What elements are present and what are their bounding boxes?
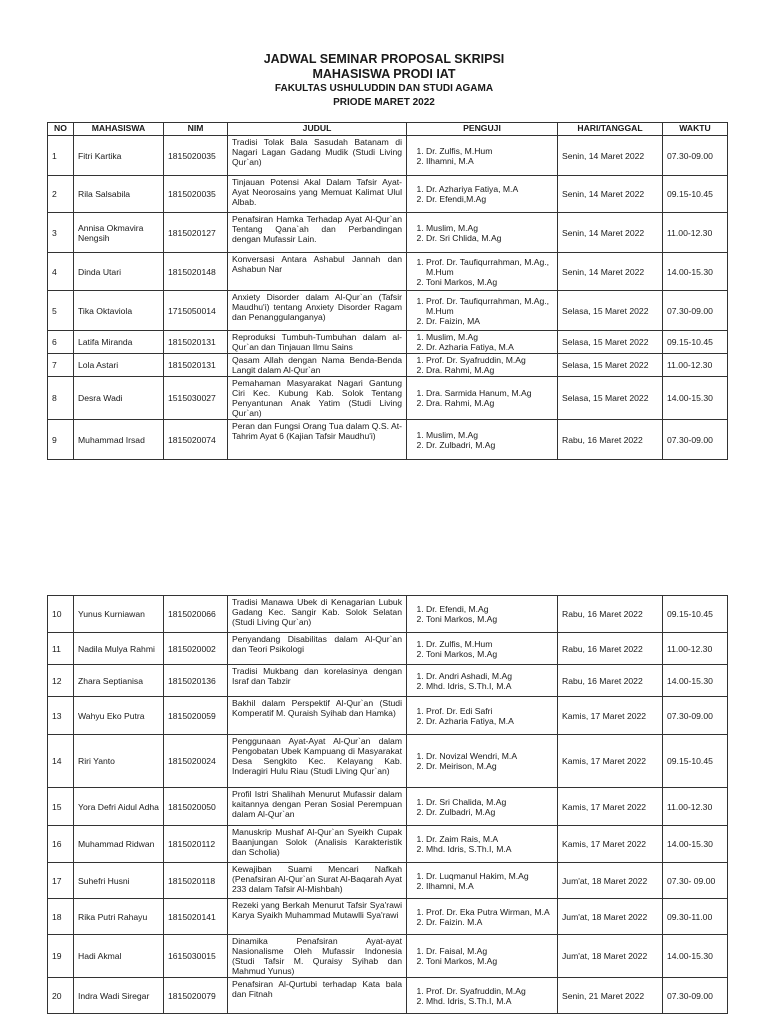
- cell-penguji: [407, 788, 558, 826]
- penguji-item: 2. Dr. Efendi,M.Ag: [426, 194, 553, 204]
- penguji-item: 2. Dr. Faizin. M.A: [426, 917, 553, 927]
- cell-waktu: 14.00-15.30: [663, 826, 728, 863]
- cell-no: 17: [48, 863, 74, 899]
- penguji-item: 1. Dr. Sri Chalida, M.Ag: [426, 797, 553, 807]
- penguji-item: 1. Prof. Dr. Edi Safri: [426, 706, 553, 716]
- cell-mahasiswa: Muhammad Ridwan: [74, 826, 164, 863]
- table-row: [48, 377, 728, 420]
- cell-nim: 1615030015: [164, 935, 228, 978]
- cell-tanggal: Selasa, 15 Maret 2022: [558, 291, 663, 331]
- table-row: [48, 978, 728, 1014]
- cell-waktu: 14.00-15.30: [663, 935, 728, 978]
- cell-nim: 1815020074: [164, 420, 228, 460]
- penguji-item: 1. Dr. Andri Ashadi, M.Ag: [426, 671, 553, 681]
- cell-mahasiswa: Desra Wadi: [74, 377, 164, 420]
- cell-mahasiswa: Latifa Miranda: [74, 331, 164, 354]
- cell-mahasiswa: Zhara Septianisa: [74, 665, 164, 697]
- cell-nim: 1815020131: [164, 331, 228, 354]
- cell-penguji: [407, 697, 558, 735]
- cell-no: 12: [48, 665, 74, 697]
- cell-judul: Penggunaan Ayat-Ayat Al-Qur`an dalam Pengobatan Ubek Kampuang di Masyarakat Desa Sengkito Kec. Kelayang Kab. Inderagiri Hulu Riau (Studi Living Qur`an): [228, 735, 407, 788]
- cell-no: 13: [48, 697, 74, 735]
- cell-penguji: [407, 420, 558, 460]
- cell-tanggal: Senin, 14 Maret 2022: [558, 213, 663, 253]
- cell-penguji: [407, 136, 558, 176]
- cell-judul: Dinamika Penafsiran Ayat-ayat Nasionalisme Oleh Mufassir Indonesia (Studi Tafsir M. Quraisy Syihab dan Mahmud Yunus): [228, 935, 407, 978]
- table-row: [48, 176, 728, 213]
- cell-nim: 1815020002: [164, 633, 228, 665]
- cell-penguji: [407, 291, 558, 331]
- cell-judul: Penyandang Disabilitas dalam Al-Qur`an dan Teori Psikologi: [228, 633, 407, 665]
- cell-no: 2: [48, 176, 74, 213]
- cell-tanggal: Kamis, 17 Maret 2022: [558, 788, 663, 826]
- cell-mahasiswa: Fitri Kartika: [74, 136, 164, 176]
- cell-nim: 1815020050: [164, 788, 228, 826]
- cell-nim: 1515030027: [164, 377, 228, 420]
- cell-judul: Anxiety Disorder dalam Al-Qur`an (Tafsir Maudhu'i) tentang Anxiety Disorder Ragam dan Penanggulanganya): [228, 291, 407, 331]
- cell-waktu: 07.30-09.00: [663, 978, 728, 1014]
- faculty-line: FAKULTAS USHULUDDIN DAN STUDI AGAMA: [274, 83, 494, 94]
- table-row: [48, 213, 728, 253]
- cell-judul: Kewajiban Suami Mencari Nafkah (Penafsiran Al-Qur`an Surat Al-Baqarah Ayat 233 dalam Tafsir Al-Mishbah): [228, 863, 407, 899]
- cell-penguji: [407, 826, 558, 863]
- cell-no: 7: [48, 354, 74, 377]
- cell-penguji: [407, 213, 558, 253]
- penguji-item: 1. Muslim, M.Ag: [426, 430, 553, 440]
- col-no: NO: [48, 123, 74, 136]
- cell-mahasiswa: Muhammad Irsad: [74, 420, 164, 460]
- cell-mahasiswa: Rika Putri Rahayu: [74, 899, 164, 935]
- table-row: [48, 826, 728, 863]
- penguji-item: 2. Mhd. Idris, S.Th.I, M.A: [426, 996, 553, 1006]
- cell-judul: Profil Istri Shalihah Menurut Mufassir dalam kaitannya dengan Peran Sosial Perempuan dalam Al-Qur`an: [228, 788, 407, 826]
- cell-nim: 1815020059: [164, 697, 228, 735]
- cell-nim: 1815020066: [164, 596, 228, 633]
- cell-no: 19: [48, 935, 74, 978]
- cell-mahasiswa: Nadila Mulya Rahmi: [74, 633, 164, 665]
- penguji-item: 1. Dr. Faisal, M.Ag: [426, 946, 553, 956]
- cell-no: 16: [48, 826, 74, 863]
- table-row: [48, 665, 728, 697]
- cell-penguji: [407, 978, 558, 1014]
- cell-penguji: [407, 331, 558, 354]
- cell-waktu: 11.00-12.30: [663, 633, 728, 665]
- cell-tanggal: Senin, 14 Maret 2022: [558, 253, 663, 291]
- cell-tanggal: Kamis, 17 Maret 2022: [558, 735, 663, 788]
- table-header-row: [48, 123, 728, 136]
- cell-tanggal: Jum'at, 18 Maret 2022: [558, 899, 663, 935]
- cell-penguji: [407, 935, 558, 978]
- cell-nim: 1815020141: [164, 899, 228, 935]
- table-row: [48, 420, 728, 460]
- cell-waktu: 11.00-12.30: [663, 354, 728, 377]
- penguji-item: 1. Prof. Dr. Syafruddin, M.Ag: [426, 355, 553, 365]
- schedule-table-2: [47, 595, 728, 1014]
- cell-tanggal: Senin, 21 Maret 2022: [558, 978, 663, 1014]
- cell-nim: 1815020079: [164, 978, 228, 1014]
- cell-judul: Manuskrip Mushaf Al-Qur`an Syeikh Cupak Baanjungan Solok (Analisis Karakteristik dan Scholia): [228, 826, 407, 863]
- table-row: [48, 291, 728, 331]
- penguji-item: 1. Prof. Dr. Taufiqurrahman, M.Ag., M.Hum: [426, 296, 553, 316]
- table-row: [48, 136, 728, 176]
- penguji-item: 2. Dra. Rahmi, M.Ag: [426, 398, 553, 408]
- cell-mahasiswa: Tika Oktaviola: [74, 291, 164, 331]
- col-penguji: PENGUJI: [407, 123, 558, 136]
- cell-no: 10: [48, 596, 74, 633]
- cell-penguji: [407, 863, 558, 899]
- cell-mahasiswa: Wahyu Eko Putra: [74, 697, 164, 735]
- cell-nim: 1815020118: [164, 863, 228, 899]
- cell-waktu: 07.30- 09.00: [663, 863, 728, 899]
- schedule-table-1: [47, 122, 728, 460]
- cell-no: 9: [48, 420, 74, 460]
- cell-mahasiswa: Rila Salsabila: [74, 176, 164, 213]
- cell-tanggal: Jum'at, 18 Maret 2022: [558, 863, 663, 899]
- penguji-item: 1. Prof. Dr. Syafruddin, M.Ag: [426, 986, 553, 996]
- cell-judul: Konversasi Antara Ashabul Jannah dan Ashabun Nar: [228, 253, 407, 291]
- cell-judul: Rezeki yang Berkah Menurut Tafsir Sya'rawi Karya Syaikh Muhammad Mutawlli Sya'rawi: [228, 899, 407, 935]
- penguji-item: 1. Dr. Zulfis, M.Hum: [426, 146, 553, 156]
- cell-penguji: [407, 354, 558, 377]
- table-row: [48, 354, 728, 377]
- cell-tanggal: Kamis, 17 Maret 2022: [558, 697, 663, 735]
- cell-mahasiswa: Hadi Akmal: [74, 935, 164, 978]
- cell-waktu: 14.00-15.30: [663, 253, 728, 291]
- penguji-item: 1. Prof. Dr. Taufiqurrahman, M.Ag., M.Hum: [426, 257, 553, 277]
- table-row: [48, 253, 728, 291]
- table-row: [48, 899, 728, 935]
- cell-waktu: 14.00-15.30: [663, 377, 728, 420]
- cell-nim: 1815020024: [164, 735, 228, 788]
- cell-no: 15: [48, 788, 74, 826]
- col-tanggal: HARI/TANGGAL: [558, 123, 663, 136]
- cell-no: 18: [48, 899, 74, 935]
- cell-tanggal: Rabu, 16 Maret 2022: [558, 420, 663, 460]
- penguji-item: 1. Dr. Azhariya Fatiya, M.A: [426, 184, 553, 194]
- cell-waktu: 11.00-12.30: [663, 788, 728, 826]
- cell-judul: Bakhil dalam Perspektif Al-Qur`an (Studi Komperatif M. Quraish Syihab dan Hamka): [228, 697, 407, 735]
- table-row: [48, 697, 728, 735]
- period-line: PRIODE MARET 2022: [333, 97, 435, 108]
- cell-no: 20: [48, 978, 74, 1014]
- table-row: [48, 596, 728, 633]
- cell-tanggal: Jum'at, 18 Maret 2022: [558, 935, 663, 978]
- cell-judul: Pemahaman Masyarakat Nagari Gantung Ciri Kec. Kubung Kab. Solok Tentang Penyantunan Anak Yatim (Studi Living Qur`an): [228, 377, 407, 420]
- cell-waktu: 09.15-10.45: [663, 735, 728, 788]
- cell-judul: Penafsiran Hamka Terhadap Ayat Al-Qur`an Tentang Qana`ah dan Perbandingan dengan Mufassir Lain.: [228, 213, 407, 253]
- cell-tanggal: Kamis, 17 Maret 2022: [558, 826, 663, 863]
- penguji-item: 1. Prof. Dr. Eka Putra Wirman, M.A: [426, 907, 553, 917]
- cell-nim: 1815020136: [164, 665, 228, 697]
- penguji-item: 2. Toni Markos, M.Ag: [426, 614, 553, 624]
- cell-mahasiswa: Lola Astari: [74, 354, 164, 377]
- penguji-item: 2. Dra. Rahmi, M.Ag: [426, 365, 553, 375]
- cell-nim: 1815020112: [164, 826, 228, 863]
- cell-tanggal: Rabu, 16 Maret 2022: [558, 665, 663, 697]
- cell-no: 14: [48, 735, 74, 788]
- cell-tanggal: Senin, 14 Maret 2022: [558, 176, 663, 213]
- cell-penguji: [407, 176, 558, 213]
- table-row: [48, 735, 728, 788]
- penguji-item: 2. Dr. Meirison, M.Ag: [426, 761, 553, 771]
- cell-judul: Qasam Allah dengan Nama Benda-Benda Langit dalam Al-Qur`an: [228, 354, 407, 377]
- cell-penguji: [407, 735, 558, 788]
- penguji-item: 1. Dr. Zulfis, M.Hum: [426, 639, 553, 649]
- cell-waktu: 07.30-09.00: [663, 420, 728, 460]
- penguji-item: 2. Dr. Azharia Fatiya, M.A: [426, 342, 553, 352]
- cell-nim: 1815020127: [164, 213, 228, 253]
- cell-penguji: [407, 633, 558, 665]
- penguji-item: 2. Toni Markos, M.Ag: [426, 649, 553, 659]
- cell-penguji: [407, 253, 558, 291]
- cell-waktu: 07.30-09.00: [663, 291, 728, 331]
- penguji-item: 2. Ilhamni, M.A: [426, 156, 553, 166]
- penguji-item: 2. Dr. Sri Chlida, M.Ag: [426, 233, 553, 243]
- cell-no: 11: [48, 633, 74, 665]
- cell-judul: Penafsiran Al-Qurtubi terhadap Kata bala dan Fitnah: [228, 978, 407, 1014]
- penguji-item: 2. Mhd. Idris, S.Th.I, M.A: [426, 681, 553, 691]
- penguji-item: 2. Dr. Zulbadri, M.Ag: [426, 440, 553, 450]
- cell-judul: Peran dan Fungsi Orang Tua dalam Q.S. At-Tahrim Ayat 6 (Kajian Tafsir Maudhu'i): [228, 420, 407, 460]
- penguji-item: 1. Dr. Novizal Wendri, M.A: [426, 751, 553, 761]
- cell-tanggal: Selasa, 15 Maret 2022: [558, 354, 663, 377]
- cell-judul: Tradisi Manawa Ubek di Kenagarian Lubuk Gadang Kec. Sangir Kab. Solok Selatan (Studi Living Qur`an): [228, 596, 407, 633]
- cell-waktu: 07.30-09.00: [663, 697, 728, 735]
- penguji-item: 1. Dr. Efendi, M.Ag: [426, 604, 553, 614]
- cell-mahasiswa: Yunus Kurniawan: [74, 596, 164, 633]
- cell-mahasiswa: Indra Wadi Siregar: [74, 978, 164, 1014]
- cell-no: 8: [48, 377, 74, 420]
- cell-penguji: [407, 899, 558, 935]
- cell-tanggal: Senin, 14 Maret 2022: [558, 136, 663, 176]
- cell-judul: Reproduksi Tumbuh-Tumbuhan dalam al-Qur`an dan Tinjauan Ilmu Sains: [228, 331, 407, 354]
- penguji-item: 1. Muslim, M.Ag: [426, 332, 553, 342]
- col-waktu: WAKTU: [663, 123, 728, 136]
- penguji-item: 2. Dr. Azharia Fatiya, M.A: [426, 716, 553, 726]
- cell-nim: 1715050014: [164, 291, 228, 331]
- penguji-item: 2. Dr. Zulbadri, M.Ag: [426, 807, 553, 817]
- cell-penguji: [407, 596, 558, 633]
- table-row: [48, 331, 728, 354]
- cell-nim: 1815020131: [164, 354, 228, 377]
- penguji-item: 2. Ilhamni, M.A: [426, 881, 553, 891]
- cell-penguji: [407, 377, 558, 420]
- table-row: [48, 935, 728, 978]
- cell-judul: Tradisi Mukbang dan korelasinya dengan Israf dan Tabzir: [228, 665, 407, 697]
- cell-no: 4: [48, 253, 74, 291]
- cell-tanggal: Rabu, 16 Maret 2022: [558, 633, 663, 665]
- penguji-item: 2. Dr. Faizin, MA: [426, 316, 553, 326]
- cell-judul: Tinjauan Potensi Akal Dalam Tafsir Ayat-Ayat Neorosains yang Memuat Kalimat Ulul Albab.: [228, 176, 407, 213]
- table-row: [48, 788, 728, 826]
- cell-nim: 1815020035: [164, 136, 228, 176]
- cell-waktu: 07.30-09.00: [663, 136, 728, 176]
- penguji-item: 1. Dra. Sarmida Hanum, M.Ag: [426, 388, 553, 398]
- cell-tanggal: Selasa, 15 Maret 2022: [558, 377, 663, 420]
- penguji-item: 1. Muslim, M.Ag: [426, 223, 553, 233]
- cell-penguji: [407, 665, 558, 697]
- table-row: [48, 863, 728, 899]
- cell-waktu: 09.30-11.00: [663, 899, 728, 935]
- cell-waktu: 14.00-15.30: [663, 665, 728, 697]
- penguji-item: 1. Dr. Zaim Rais, M.A: [426, 834, 553, 844]
- penguji-item: 2. Mhd. Idris, S.Th.I, M.A: [426, 844, 553, 854]
- col-mahasiswa: MAHASISWA: [74, 123, 164, 136]
- cell-judul: Tradisi Tolak Bala Sasudah Batanam di Nagari Lagan Gadang Mudik (Studi Living Qur`an): [228, 136, 407, 176]
- col-judul: JUDUL: [228, 123, 407, 136]
- cell-no: 5: [48, 291, 74, 331]
- penguji-item: 2. Toni Markos, M.Ag: [426, 956, 553, 966]
- cell-nim: 1815020035: [164, 176, 228, 213]
- doc-subtitle: MAHASISWA PRODI IAT: [312, 67, 456, 81]
- cell-no: 3: [48, 213, 74, 253]
- cell-tanggal: Selasa, 15 Maret 2022: [558, 331, 663, 354]
- col-nim: NIM: [164, 123, 228, 136]
- cell-waktu: 09.15-10.45: [663, 176, 728, 213]
- doc-title: JADWAL SEMINAR PROPOSAL SKRIPSI: [263, 52, 505, 66]
- table-row: [48, 633, 728, 665]
- cell-mahasiswa: Annisa Okmavira Nengsih: [74, 213, 164, 253]
- cell-mahasiswa: Dinda Utari: [74, 253, 164, 291]
- penguji-item: 2. Toni Markos, M.Ag: [426, 277, 553, 287]
- cell-mahasiswa: Suhefri Husni: [74, 863, 164, 899]
- cell-no: 6: [48, 331, 74, 354]
- cell-no: 1: [48, 136, 74, 176]
- cell-nim: 1815020148: [164, 253, 228, 291]
- cell-waktu: 09.15-10.45: [663, 596, 728, 633]
- cell-waktu: 09.15-10.45: [663, 331, 728, 354]
- cell-mahasiswa: Riri Yanto: [74, 735, 164, 788]
- cell-mahasiswa: Yora Defri Aidul Adha: [74, 788, 164, 826]
- cell-waktu: 11.00-12.30: [663, 213, 728, 253]
- penguji-item: 1. Dr. Luqmanul Hakim, M.Ag: [426, 871, 553, 881]
- cell-tanggal: Rabu, 16 Maret 2022: [558, 596, 663, 633]
